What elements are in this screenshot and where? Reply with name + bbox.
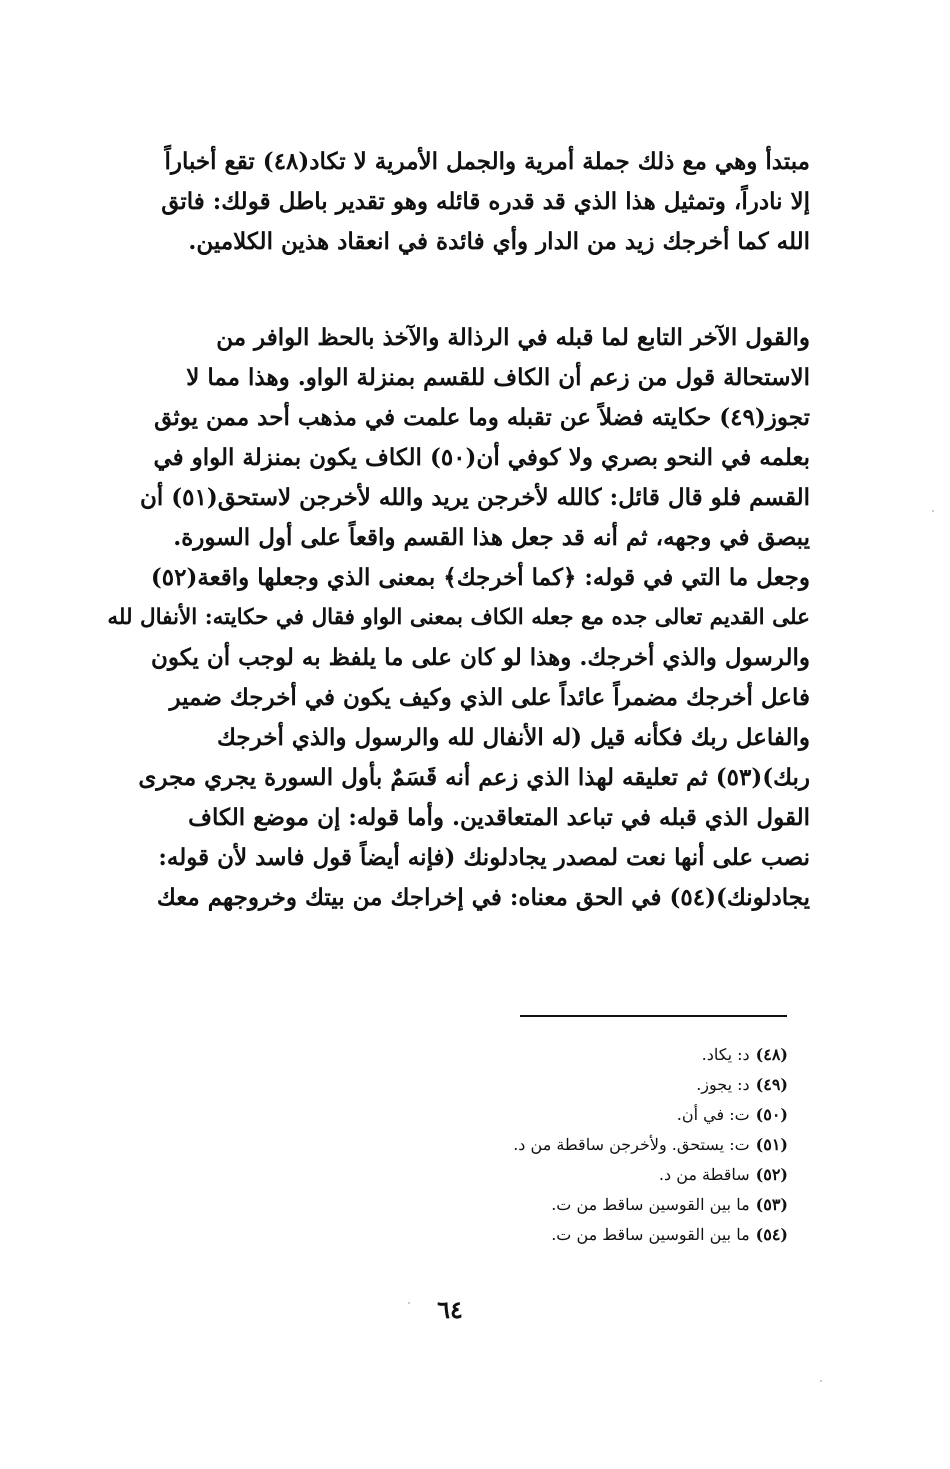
footnote-number: (٤٩): [755, 1075, 788, 1094]
footnote-text: ساقطة من د.: [658, 1165, 750, 1184]
footnote-number: (٥١): [755, 1135, 788, 1154]
text-line: الله كما أخرجك زيد من الدار وأي فائدة في انعقاد هذين الكلامين.: [188, 228, 810, 255]
footnote-text: ت: في أن.: [676, 1105, 750, 1124]
footnote-number: (٤٨): [755, 1045, 788, 1064]
text-line: وجعل ما التي في قوله: ﴿كما أخرجك﴾ بمعنى الذي وجعلها واقعة(٥٢): [150, 564, 810, 591]
footnote: [300, 1100, 788, 1130]
text-line: تجوز(٤٩) حكايته فضلاً عن تقبله وما علمت في مذهب أحد ممن يوثق: [154, 404, 810, 431]
footnote: [300, 1220, 788, 1250]
text-line: فاعل أخرجك مضمراً عائداً على الذي وكيف يكون في أخرجك ضمير: [169, 684, 810, 711]
text-line: يجادلونك)(٥٤) في الحق معناه: في إخراجك من بيتك وخروجهم معك: [156, 884, 810, 911]
footnote: [300, 1190, 788, 1220]
text-line: ربك)(٥٣) ثم تعليقه لهذا الذي زعم أنه قَسَمٌ بأول السورة يجري مجرى: [138, 764, 810, 791]
scan-speck: [932, 510, 934, 512]
text-line: والفاعل ربك فكأنه قيل (له الأنفال لله والرسول والذي أخرجك: [216, 724, 810, 751]
text-line: بعلمه في النحو بصري ولا كوفي أن(٥٠) الكاف يكون بمنزلة الواو في: [153, 444, 810, 471]
scan-speck: [820, 1380, 822, 1382]
footnote-text: ت: يستحق. ولأخرجن ساقطة من د.: [513, 1135, 750, 1154]
page-number: ٦٤: [437, 1295, 463, 1324]
footnote-text: ما بين القوسين ساقط من ت.: [551, 1225, 750, 1244]
footnote-text: ما بين القوسين ساقط من ت.: [551, 1195, 750, 1214]
footnote: [300, 1040, 788, 1070]
footnote-text: د: يجوز.: [696, 1075, 750, 1094]
scan-speck: [408, 1302, 410, 1304]
footnote-number: (٥٢): [755, 1165, 788, 1184]
footnotes: [300, 1040, 788, 1250]
footnote-separator: [520, 1015, 787, 1017]
text-line: على القديم تعالى جده مع جعله الكاف بمعنى الواو فقال في حكايته: الأنفال لله: [107, 605, 810, 630]
paragraph-2: [102, 318, 810, 918]
footnote: [300, 1070, 788, 1100]
text-line: والرسول والذي أخرجك. وهذا لو كان على ما يلفظ به لوجب أن يكون: [151, 644, 810, 671]
footnote: [300, 1160, 788, 1190]
text-line: يبصق في وجهه، ثم أنه قد جعل هذا القسم واقعاً على أول السورة.: [173, 524, 810, 551]
footnote-number: (٥٤): [755, 1225, 788, 1244]
text-line: والقول الآخر التابع لما قبله في الرذالة والآخذ بالحظ الوافر من: [216, 324, 810, 351]
footnote-number: (٥٣): [755, 1195, 788, 1214]
text-line: نصب على أنها نعت لمصدر يجادلونك (فإنه أيضاً قول فاسد لأن قوله:: [158, 844, 810, 871]
footnote: [300, 1130, 788, 1160]
footnote-text: د: يكاد.: [701, 1045, 750, 1064]
text-line: مبتدأ وهي مع ذلك جملة أمرية والجمل الأمرية لا تكاد(٤٨) تقع أخباراً: [164, 148, 810, 175]
text-line: القسم فلو قال قائل: كالله لأخرجن يريد والله لأخرجن لاستحق(٥١) أن: [139, 484, 810, 511]
text-line: القول الذي قبله في تباعد المتعاقدين. وأما قوله: إن موضع الكاف: [188, 804, 810, 831]
text-line: إلا نادراً، وتمثيل هذا الذي قد قدره قائله وهو تقدير باطل قولك: فاتق: [161, 188, 810, 215]
paragraph-1: [102, 142, 810, 262]
footnote-number: (٥٠): [755, 1105, 788, 1124]
text-line: الاستحالة قول من زعم أن الكاف للقسم بمنزلة الواو. وهذا مما لا: [186, 364, 810, 391]
